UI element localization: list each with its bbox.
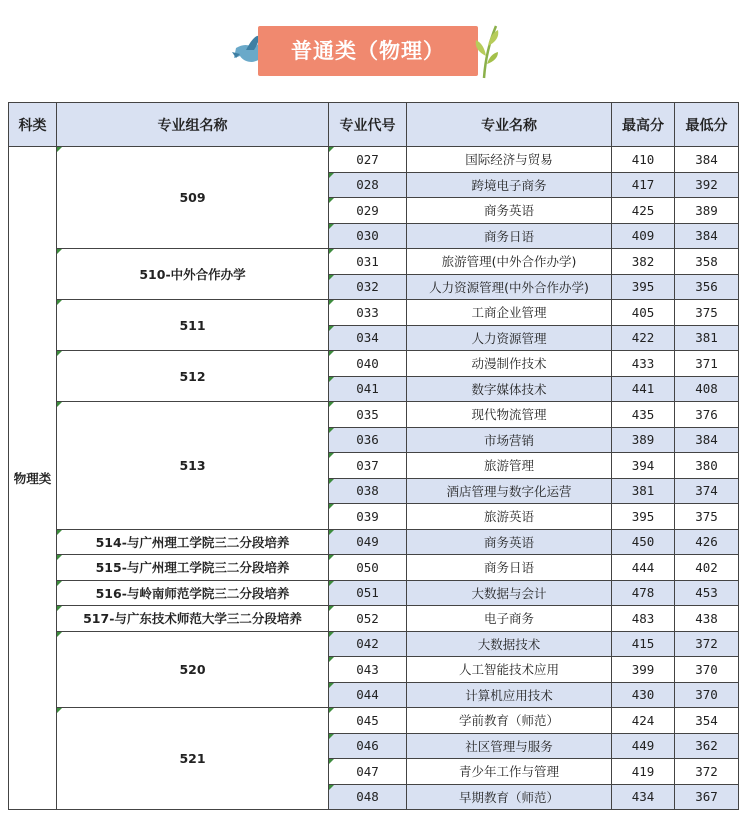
major-name-cell: 旅游管理: [407, 453, 612, 479]
major-code-cell: 039: [329, 504, 407, 530]
min-score-cell: 392: [675, 172, 739, 198]
max-score-cell: 422: [612, 325, 675, 351]
max-score-cell: 409: [612, 223, 675, 249]
min-score-cell: 358: [675, 249, 739, 275]
major-code-cell: 036: [329, 427, 407, 453]
header-category: 科类: [9, 103, 57, 147]
banner-title: 普通类（物理）: [291, 39, 445, 63]
major-code-cell: 047: [329, 759, 407, 785]
group-name-cell: 511: [57, 300, 329, 351]
major-name-cell: 商务英语: [407, 529, 612, 555]
max-score-cell: 389: [612, 427, 675, 453]
section-banner: [232, 16, 502, 86]
max-score-cell: 435: [612, 402, 675, 428]
major-name-cell: 动漫制作技术: [407, 351, 612, 377]
major-code-cell: 048: [329, 784, 407, 810]
min-score-cell: 362: [675, 733, 739, 759]
major-code-cell: 042: [329, 631, 407, 657]
max-score-cell: 441: [612, 376, 675, 402]
min-score-cell: 376: [675, 402, 739, 428]
max-score-cell: 419: [612, 759, 675, 785]
major-name-cell: 人工智能技术应用: [407, 657, 612, 683]
max-score-cell: 433: [612, 351, 675, 377]
major-code-cell: 046: [329, 733, 407, 759]
major-name-cell: 跨境电子商务: [407, 172, 612, 198]
table-row: [9, 249, 739, 275]
major-name-cell: 计算机应用技术: [407, 682, 612, 708]
min-score-cell: 367: [675, 784, 739, 810]
major-code-cell: 041: [329, 376, 407, 402]
max-score-cell: 450: [612, 529, 675, 555]
major-name-cell: 旅游英语: [407, 504, 612, 530]
max-score-cell: 382: [612, 249, 675, 275]
group-name-cell: 514-与广州理工学院三二分段培养: [57, 529, 329, 555]
max-score-cell: 405: [612, 300, 675, 326]
major-name-cell: 工商企业管理: [407, 300, 612, 326]
major-name-cell: 人力资源管理: [407, 325, 612, 351]
table-header-row: [9, 103, 739, 147]
category-cell: 物理类: [9, 147, 57, 810]
major-name-cell: 大数据与会计: [407, 580, 612, 606]
min-score-cell: 370: [675, 682, 739, 708]
max-score-cell: 478: [612, 580, 675, 606]
major-name-cell: 酒店管理与数字化运营: [407, 478, 612, 504]
major-name-cell: 社区管理与服务: [407, 733, 612, 759]
max-score-cell: 430: [612, 682, 675, 708]
major-name-cell: 人力资源管理(中外合作办学): [407, 274, 612, 300]
major-code-cell: 040: [329, 351, 407, 377]
max-score-cell: 434: [612, 784, 675, 810]
max-score-cell: 395: [612, 504, 675, 530]
group-name-cell: 520: [57, 631, 329, 708]
major-code-cell: 037: [329, 453, 407, 479]
header-major-name: 专业名称: [407, 103, 612, 147]
table-row: [9, 631, 739, 657]
major-code-cell: 045: [329, 708, 407, 734]
max-score-cell: 483: [612, 606, 675, 632]
major-code-cell: 052: [329, 606, 407, 632]
table-row: [9, 147, 739, 173]
major-code-cell: 027: [329, 147, 407, 173]
min-score-cell: 384: [675, 147, 739, 173]
group-name-cell: 512: [57, 351, 329, 402]
major-code-cell: 029: [329, 198, 407, 224]
major-code-cell: 038: [329, 478, 407, 504]
major-name-cell: 市场营销: [407, 427, 612, 453]
min-score-cell: 408: [675, 376, 739, 402]
max-score-cell: 399: [612, 657, 675, 683]
header-group-name: 专业组名称: [57, 103, 329, 147]
major-name-cell: 现代物流管理: [407, 402, 612, 428]
min-score-cell: 426: [675, 529, 739, 555]
header-major-code: 专业代号: [329, 103, 407, 147]
major-code-cell: 033: [329, 300, 407, 326]
max-score-cell: 417: [612, 172, 675, 198]
group-name-cell: 516-与岭南师范学院三二分段培养: [57, 580, 329, 606]
major-name-cell: 旅游管理(中外合作办学): [407, 249, 612, 275]
min-score-cell: 374: [675, 478, 739, 504]
table-row: [9, 402, 739, 428]
major-code-cell: 044: [329, 682, 407, 708]
min-score-cell: 384: [675, 427, 739, 453]
major-name-cell: 商务英语: [407, 198, 612, 224]
major-name-cell: 数字媒体技术: [407, 376, 612, 402]
major-name-cell: 大数据技术: [407, 631, 612, 657]
min-score-cell: 372: [675, 631, 739, 657]
major-code-cell: 050: [329, 555, 407, 581]
min-score-cell: 372: [675, 759, 739, 785]
group-name-cell: 515-与广州理工学院三二分段培养: [57, 555, 329, 581]
group-name-cell: 517-与广东技术师范大学三二分段培养: [57, 606, 329, 632]
min-score-cell: 375: [675, 300, 739, 326]
max-score-cell: 444: [612, 555, 675, 581]
min-score-cell: 370: [675, 657, 739, 683]
major-name-cell: 商务日语: [407, 223, 612, 249]
score-table: [8, 102, 739, 810]
max-score-cell: 395: [612, 274, 675, 300]
group-name-cell: 513: [57, 402, 329, 530]
major-code-cell: 035: [329, 402, 407, 428]
table-row: [9, 708, 739, 734]
group-name-cell: 509: [57, 147, 329, 249]
major-code-cell: 030: [329, 223, 407, 249]
max-score-cell: 410: [612, 147, 675, 173]
major-name-cell: 学前教育（师范）: [407, 708, 612, 734]
table-row: [9, 606, 739, 632]
group-name-cell: 521: [57, 708, 329, 810]
min-score-cell: 402: [675, 555, 739, 581]
table-row: [9, 351, 739, 377]
major-code-cell: 028: [329, 172, 407, 198]
min-score-cell: 438: [675, 606, 739, 632]
table-row: [9, 300, 739, 326]
leaf-icon: [466, 20, 502, 80]
header-min-score: 最低分: [675, 103, 739, 147]
max-score-cell: 425: [612, 198, 675, 224]
max-score-cell: 394: [612, 453, 675, 479]
major-name-cell: 国际经济与贸易: [407, 147, 612, 173]
table-row: [9, 555, 739, 581]
max-score-cell: 381: [612, 478, 675, 504]
group-name-cell: 510-中外合作办学: [57, 249, 329, 300]
max-score-cell: 424: [612, 708, 675, 734]
table-row: [9, 529, 739, 555]
major-name-cell: 早期教育（师范）: [407, 784, 612, 810]
major-code-cell: 043: [329, 657, 407, 683]
min-score-cell: 389: [675, 198, 739, 224]
min-score-cell: 375: [675, 504, 739, 530]
major-code-cell: 032: [329, 274, 407, 300]
min-score-cell: 384: [675, 223, 739, 249]
major-code-cell: 049: [329, 529, 407, 555]
min-score-cell: 380: [675, 453, 739, 479]
header-max-score: 最高分: [612, 103, 675, 147]
major-code-cell: 034: [329, 325, 407, 351]
major-name-cell: 商务日语: [407, 555, 612, 581]
max-score-cell: 449: [612, 733, 675, 759]
major-code-cell: 031: [329, 249, 407, 275]
major-code-cell: 051: [329, 580, 407, 606]
table-row: [9, 580, 739, 606]
min-score-cell: 371: [675, 351, 739, 377]
max-score-cell: 415: [612, 631, 675, 657]
min-score-cell: 356: [675, 274, 739, 300]
major-name-cell: 电子商务: [407, 606, 612, 632]
min-score-cell: 453: [675, 580, 739, 606]
min-score-cell: 354: [675, 708, 739, 734]
min-score-cell: 381: [675, 325, 739, 351]
major-name-cell: 青少年工作与管理: [407, 759, 612, 785]
